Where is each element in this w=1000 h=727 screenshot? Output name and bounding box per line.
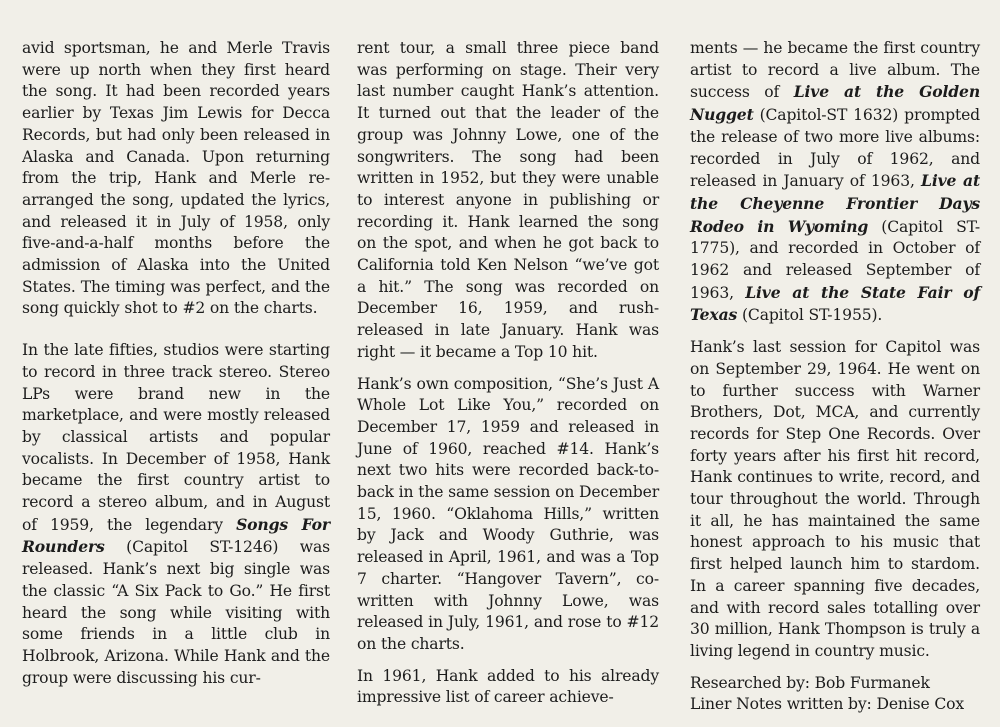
text-run: ments — he became the first country artist to record a live album. The success of: [690, 39, 980, 102]
text-run: rent tour, a small three piece band was performing on stage. Their very last number caught Hank’s attention. It turned out that the leader of the group was Johnny Lowe, one of the songwriters. The song had been written in 1952, but they were unable to interest anyone in publishing or recording it. Hank learned the song on the spot, and when he got back to California told Ken Nelson “we’ve got a hit.” The song was recorded on December 16, 1959, and rush-released in late January. Hank was right — it became a Top 10 hit.: [357, 39, 659, 361]
text-run: Hank’s own composition, “She’s Just A Whole Lot Like You,” recorded on December 17, 1959 and released in June of 1960, reached #14. Hank’s next two hits were recorded back-to-back in the same session on December 15, 1960. “Oklahoma Hills,” written by Jack and Woody Guthrie, was released in April, 1961, and was a Top 7 charter. “Hangover Tavern”, co-written with Johnny Lowe, was released in July, 1961, and rose to #12 on the charts.: [357, 374, 659, 653]
paragraph: [357, 38, 659, 364]
text-run: Hank’s last session for Capitol was on September 29, 1964. He went on to further success with Warner Brothers, Dot, MCA, and currently records for Step One Records. Over forty years after his first hit record, Hank continues to write, record, and tour throughout the world. Through it all, he has maintained the same honest approach to his music that first helped launch him to stardom. In a career spanning five decades, and with record sales totalling over 30 million, Hank Thompson is truly a living legend in country music.: [690, 338, 980, 660]
liner-notes-credit: Liner Notes written by: Denise Cox: [690, 695, 965, 714]
text-run: avid sportsman, he and Merle Travis were up north when they first heard the song. It had been recorded years earlier by Texas Jim Lewis for Decca Records, but had only been released in Alaska and Canada. Upon returning from the trip, Hank and Merle re-arranged the song, updated the lyrics, and released it in July of 1958, only five-and-a-half months before the admission of Alaska into the United States. The timing was perfect, and the song quickly shot to #2 on the charts.: [22, 39, 330, 318]
paragraph: [690, 38, 980, 327]
paragraph: [357, 374, 659, 656]
text-run: In the late fifties, studios were starting to record in three track stereo. Stereo LPs were brand new in the marketplace, and were mostly released by classical artists and popular vocalists. In December of 1958, Hank became the first country artist to record a stereo album, and in August of 1959, the legendary: [22, 341, 330, 534]
text-column-1: [22, 38, 330, 699]
text-column-3: [690, 38, 980, 716]
text-column-2: [357, 38, 659, 719]
album-title: Live at the State Fair of Texas: [690, 282, 980, 325]
credits-block: [690, 673, 980, 716]
album-title: Live at the Cheyenne Frontier Days Rodeo in Wyoming: [690, 171, 980, 236]
text-run: (Capitol ST-1955).: [737, 306, 883, 325]
paragraph: [22, 38, 330, 320]
text-run: (Capitol ST-1775), and recorded in October of 1962 and released September of 1963,: [690, 217, 980, 302]
text-run: (Capitol-ST 1632) prompted the release of two more live albums: recorded in July of 1962, and released in January of 1963,: [690, 106, 980, 191]
paragraph: [22, 340, 330, 689]
album-title: Live at the Golden Nugget: [690, 82, 981, 125]
researched-by-credit: Researched by: Bob Furmanek: [690, 673, 930, 692]
paragraph: [357, 666, 659, 709]
album-title: Songs For Rounders: [22, 514, 330, 557]
text-run: (Capitol ST-1246) was released. Hank’s next big single was the classic “A Six Pack to Go.” He first heard the song while visiting with some friends in a little club in Holbrook, Arizona. While Hank and the group were discussing his cur-: [22, 538, 330, 687]
text-run: In 1961, Hank added to his already impressive list of career achieve-: [357, 666, 659, 707]
paragraph: [690, 337, 980, 663]
